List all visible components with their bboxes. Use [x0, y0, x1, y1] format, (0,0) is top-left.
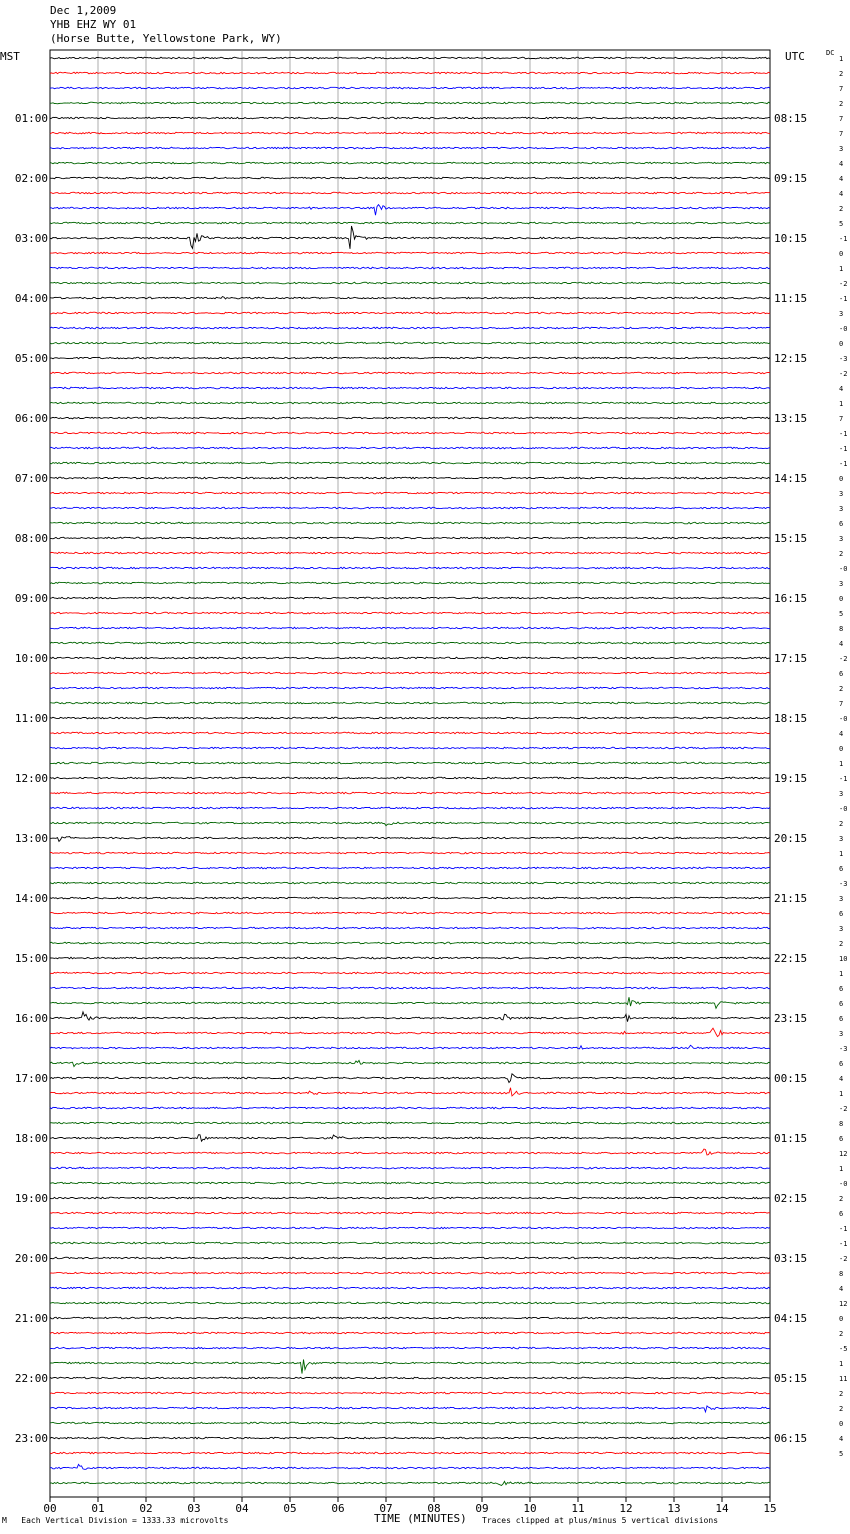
dc-offset-value: 6	[839, 1015, 844, 1023]
mst-hour-label: 01:00	[14, 112, 48, 125]
x-tick-label: 02	[139, 1502, 153, 1515]
x-tick-label: 11	[571, 1502, 585, 1515]
dc-offset-value: 1	[839, 760, 844, 768]
utc-hour-label: 18:15	[774, 712, 808, 725]
x-tick-label: 13	[667, 1502, 681, 1515]
station-code: YHB EHZ WY 01	[50, 18, 137, 31]
trace-line	[50, 102, 770, 104]
x-tick-label: 12	[619, 1502, 633, 1515]
dc-offset-value: 4	[839, 640, 844, 648]
trace-line	[50, 507, 770, 509]
utc-hour-label: 14:15	[774, 472, 808, 485]
trace-line	[50, 1392, 770, 1394]
trace-line	[50, 882, 770, 884]
dc-offset-value: 2	[839, 1195, 844, 1203]
dc-offset-value: -1	[839, 775, 848, 783]
trace-line	[50, 1347, 770, 1349]
dc-offset-value: 2	[839, 685, 844, 693]
trace-line	[50, 1302, 770, 1304]
mst-hour-label: 02:00	[14, 172, 48, 185]
trace-line	[50, 1135, 770, 1142]
trace-line	[50, 1028, 770, 1036]
dc-offset-value: 2	[839, 1330, 844, 1338]
dc-offset-value: 6	[839, 1060, 844, 1068]
trace-line	[50, 226, 770, 249]
dc-offset-value: 12	[839, 1300, 848, 1308]
dc-offset-value: 2	[839, 550, 844, 558]
dc-offset-value: 6	[839, 1210, 844, 1218]
dc-offset-value: -1	[839, 445, 848, 453]
x-tick-label: 06	[331, 1502, 345, 1515]
trace-line	[50, 1107, 770, 1109]
dc-offset-value: 1	[839, 55, 844, 63]
dc-offset-label: DC	[826, 49, 835, 57]
mst-hour-label: 18:00	[14, 1132, 48, 1145]
utc-hour-label: 23:15	[774, 1012, 808, 1025]
mst-hour-label: 23:00	[14, 1432, 48, 1445]
dc-offset-value: 3	[839, 535, 844, 543]
trace-line	[50, 627, 770, 629]
trace-line	[50, 222, 770, 224]
mst-hour-label: 12:00	[14, 772, 48, 785]
dc-offset-value: 0	[839, 745, 844, 753]
trace-line	[50, 1074, 770, 1083]
dc-offset-value: 1	[839, 850, 844, 858]
mst-hour-label: 09:00	[14, 592, 48, 605]
scale-text: Each Vertical Division = 1333.33 microvolts	[21, 1516, 229, 1525]
utc-hour-label: 02:15	[774, 1192, 808, 1205]
trace-line	[50, 1406, 770, 1412]
dc-offset-value: 5	[839, 1450, 844, 1458]
x-tick-label: 10	[523, 1502, 537, 1515]
dc-offset-value: 2	[839, 940, 844, 948]
trace-line	[50, 567, 770, 569]
utc-hour-label: 17:15	[774, 652, 808, 665]
trace-line	[50, 747, 770, 749]
mst-hour-label: 04:00	[14, 292, 48, 305]
dc-offset-value: 3	[839, 790, 844, 798]
utc-hour-label: 10:15	[774, 232, 808, 245]
trace-line	[50, 942, 770, 944]
utc-hour-label: 05:15	[774, 1372, 808, 1385]
trace-line	[50, 612, 770, 614]
dc-offset-value: -2	[839, 655, 848, 663]
dc-offset-value: 3	[839, 895, 844, 903]
dc-offset-value: 4	[839, 175, 844, 183]
trace-line	[50, 702, 770, 704]
dc-offset-value: 4	[839, 1435, 844, 1443]
dc-offset-value: 6	[839, 520, 844, 528]
dc-offset-value: 5	[839, 220, 844, 228]
trace-line	[50, 987, 770, 989]
dc-offset-value: -1	[839, 1225, 848, 1233]
utc-hour-label: 09:15	[774, 172, 808, 185]
dc-offset-value: 6	[839, 985, 844, 993]
trace-line	[50, 1422, 770, 1424]
trace-line	[50, 777, 770, 779]
dc-offset-value: 3	[839, 505, 844, 513]
trace-line	[50, 327, 770, 329]
trace-line	[50, 717, 770, 719]
dc-offset-value: -3	[839, 355, 848, 363]
dc-offset-value: 1	[839, 1090, 844, 1098]
dc-offset-value: -2	[839, 1105, 848, 1113]
trace-line	[50, 417, 770, 419]
trace-line	[50, 1167, 770, 1169]
trace-line	[50, 522, 770, 524]
mst-hour-label: 19:00	[14, 1192, 48, 1205]
mst-hour-label: 03:00	[14, 232, 48, 245]
dc-offset-value: 1	[839, 1360, 844, 1368]
trace-line	[50, 447, 770, 449]
trace-line	[50, 1452, 770, 1454]
x-tick-label: 14	[715, 1502, 729, 1515]
dc-offset-value: -1	[839, 460, 848, 468]
trace-line	[50, 957, 770, 959]
trace-line	[50, 582, 770, 584]
dc-offset-value: 1	[839, 265, 844, 273]
dc-offset-value: -2	[839, 370, 848, 378]
dc-offset-value: -0	[839, 805, 848, 813]
utc-hour-label: 00:15	[774, 1072, 808, 1085]
dc-offset-value: 5	[839, 610, 844, 618]
trace-line	[50, 1317, 770, 1319]
x-tick-label: 09	[475, 1502, 489, 1515]
dc-offset-value: 3	[839, 1030, 844, 1038]
dc-offset-value: 4	[839, 385, 844, 393]
x-axis-title: TIME (MINUTES)	[374, 1512, 467, 1525]
trace-line	[50, 997, 770, 1008]
utc-hour-label: 11:15	[774, 292, 808, 305]
trace-line	[50, 342, 770, 344]
dc-offset-value: 7	[839, 415, 844, 423]
trace-line	[50, 372, 770, 374]
dc-offset-value: -1	[839, 235, 848, 243]
mst-hour-label: 06:00	[14, 412, 48, 425]
dc-offset-value: -5	[839, 1345, 848, 1353]
x-tick-label: 03	[187, 1502, 201, 1515]
trace-line	[50, 1360, 770, 1374]
mst-hour-label: 15:00	[14, 952, 48, 965]
dc-offset-value: -3	[839, 1045, 848, 1053]
trace-line	[50, 192, 770, 194]
dc-offset-value: -1	[839, 1240, 848, 1248]
dc-offset-value: -0	[839, 1180, 848, 1188]
dc-offset-value: 3	[839, 580, 844, 588]
trace-line	[50, 267, 770, 269]
x-tick-label: 04	[235, 1502, 249, 1515]
dc-offset-value: 6	[839, 865, 844, 873]
dc-offset-value: 0	[839, 250, 844, 258]
mst-hour-label: 17:00	[14, 1072, 48, 1085]
mst-hour-label: 08:00	[14, 532, 48, 545]
trace-line	[50, 1437, 770, 1439]
dc-offset-value: 2	[839, 1390, 844, 1398]
trace-line	[50, 1287, 770, 1289]
trace-line	[50, 1212, 770, 1214]
dc-offset-value: -1	[839, 430, 848, 438]
trace-line	[50, 912, 770, 914]
dc-offset-value: 3	[839, 925, 844, 933]
trace-line	[50, 897, 770, 899]
mst-hour-label: 13:00	[14, 832, 48, 845]
dc-offset-value: 4	[839, 1285, 844, 1293]
trace-line	[50, 462, 770, 464]
footer-mark: M	[2, 1516, 7, 1525]
dc-offset-value: -1	[839, 295, 848, 303]
dc-offset-value: 12	[839, 1150, 848, 1158]
trace-line	[50, 477, 770, 479]
clip-note: Traces clipped at plus/minus 5 vertical divisions	[482, 1516, 719, 1525]
dc-offset-value: 1	[839, 970, 844, 978]
trace-line	[50, 1464, 770, 1469]
trace-line	[50, 1332, 770, 1334]
trace-line	[50, 972, 770, 974]
trace-line	[50, 597, 770, 599]
trace-line	[50, 492, 770, 494]
dc-offset-value: 7	[839, 115, 844, 123]
trace-line	[50, 762, 770, 764]
trace-line	[50, 57, 770, 59]
dc-offset-value: 7	[839, 700, 844, 708]
trace-line	[50, 177, 770, 179]
trace-line	[50, 312, 770, 314]
dc-offset-value: 8	[839, 625, 844, 633]
dc-offset-value: 8	[839, 1270, 844, 1278]
trace-line	[50, 1122, 770, 1124]
trace-line	[50, 807, 770, 809]
trace-line	[50, 72, 770, 74]
trace-line	[50, 1182, 770, 1184]
utc-hour-label: 06:15	[774, 1432, 808, 1445]
mst-hour-label: 21:00	[14, 1312, 48, 1325]
utc-hour-label: 03:15	[774, 1252, 808, 1265]
utc-hour-label: 21:15	[774, 892, 808, 905]
trace-line	[50, 837, 770, 842]
trace-line	[50, 387, 770, 389]
mst-hour-label: 14:00	[14, 892, 48, 905]
dc-offset-value: 3	[839, 490, 844, 498]
dc-offset-value: 2	[839, 205, 844, 213]
dc-offset-value: 10	[839, 955, 848, 963]
utc-hour-label: 04:15	[774, 1312, 808, 1325]
dc-offset-value: 1	[839, 400, 844, 408]
dc-offset-value: 0	[839, 595, 844, 603]
x-tick-label: 15	[763, 1502, 777, 1515]
x-tick-label: 01	[91, 1502, 105, 1515]
dc-offset-value: 6	[839, 910, 844, 918]
utc-hour-label: 13:15	[774, 412, 808, 425]
utc-hour-label: 08:15	[774, 112, 808, 125]
trace-line	[50, 252, 770, 254]
dc-offset-value: 7	[839, 130, 844, 138]
dc-offset-value: 4	[839, 730, 844, 738]
trace-line	[50, 927, 770, 929]
trace-line	[50, 1060, 770, 1066]
dc-offset-value: 7	[839, 85, 844, 93]
scale-note	[2, 1516, 228, 1525]
trace-line	[50, 1227, 770, 1229]
utc-hour-label: 01:15	[774, 1132, 808, 1145]
dc-offset-value: 6	[839, 670, 844, 678]
mst-hour-label: 10:00	[14, 652, 48, 665]
trace-line	[50, 732, 770, 734]
utc-hour-label: 16:15	[774, 592, 808, 605]
mst-hour-label: 16:00	[14, 1012, 48, 1025]
trace-line	[50, 642, 770, 644]
trace-line	[50, 657, 770, 659]
dc-offset-value: 2	[839, 70, 844, 78]
trace-line	[50, 822, 770, 826]
utc-hour-label: 12:15	[774, 352, 808, 365]
trace-line	[50, 1272, 770, 1274]
dc-offset-value: 3	[839, 145, 844, 153]
mst-hour-label: 11:00	[14, 712, 48, 725]
trace-line	[50, 147, 770, 149]
trace-line	[50, 552, 770, 554]
trace-line	[50, 87, 770, 89]
dc-offset-value: 2	[839, 100, 844, 108]
trace-line	[50, 852, 770, 854]
mst-hour-label: 20:00	[14, 1252, 48, 1265]
trace-line	[50, 867, 770, 869]
utc-hour-label: 20:15	[774, 832, 808, 845]
dc-offset-value: 11	[839, 1375, 848, 1383]
dc-offset-value: 2	[839, 820, 844, 828]
trace-line	[50, 432, 770, 434]
trace-line	[50, 1242, 770, 1244]
mst-hour-label: 22:00	[14, 1372, 48, 1385]
dc-offset-value: -0	[839, 565, 848, 573]
dc-offset-value: -0	[839, 325, 848, 333]
trace-line	[50, 162, 770, 164]
dc-offset-value: 4	[839, 1075, 844, 1083]
dc-offset-value: -3	[839, 880, 848, 888]
trace-line	[50, 297, 770, 300]
trace-line	[50, 402, 770, 404]
trace-line	[50, 117, 770, 119]
trace-line	[50, 1149, 770, 1155]
trace-line	[50, 205, 770, 216]
dc-offset-value: 8	[839, 1120, 844, 1128]
dc-offset-value: -0	[839, 715, 848, 723]
trace-line	[50, 537, 770, 539]
trace-line	[50, 1012, 770, 1022]
dc-offset-value: 0	[839, 475, 844, 483]
dc-offset-value: 6	[839, 1000, 844, 1008]
trace-line	[50, 282, 770, 284]
dc-offset-value: 6	[839, 1135, 844, 1143]
utc-hour-label: 19:15	[774, 772, 808, 785]
utc-hour-label: 22:15	[774, 952, 808, 965]
trace-line	[50, 1197, 770, 1199]
trace-line	[50, 1481, 770, 1485]
trace-line	[50, 1377, 770, 1379]
left-timezone-label: MST	[0, 50, 20, 63]
dc-offset-value: -2	[839, 280, 848, 288]
dc-offset-value: 3	[839, 835, 844, 843]
dc-offset-value: 0	[839, 340, 844, 348]
right-timezone-label: UTC	[785, 50, 805, 63]
dc-offset-value: 2	[839, 1405, 844, 1413]
dc-offset-value: 1	[839, 1165, 844, 1173]
trace-line	[50, 1257, 770, 1259]
trace-line	[50, 1045, 770, 1049]
utc-hour-label: 15:15	[774, 532, 808, 545]
x-tick-label: 08	[427, 1502, 441, 1515]
trace-line	[50, 792, 770, 794]
dc-offset-value: 4	[839, 160, 844, 168]
trace-line	[50, 672, 770, 674]
dc-offset-value: 3	[839, 310, 844, 318]
x-tick-label: 05	[283, 1502, 297, 1515]
mst-hour-label: 07:00	[14, 472, 48, 485]
trace-line	[50, 357, 770, 359]
trace-line	[50, 687, 770, 689]
dc-offset-value: 0	[839, 1315, 844, 1323]
trace-line	[50, 1088, 770, 1096]
station-location: (Horse Butte, Yellowstone Park, WY)	[50, 32, 282, 45]
x-tick-label: 00	[43, 1502, 57, 1515]
plot-date: Dec 1,2009	[50, 4, 117, 17]
trace-line	[50, 132, 770, 134]
dc-offset-value: -2	[839, 1255, 848, 1263]
dc-offset-value: 4	[839, 190, 844, 198]
x-tick-label: 07	[379, 1502, 393, 1515]
dc-offset-value: 0	[839, 1420, 844, 1428]
mst-hour-label: 05:00	[14, 352, 48, 365]
